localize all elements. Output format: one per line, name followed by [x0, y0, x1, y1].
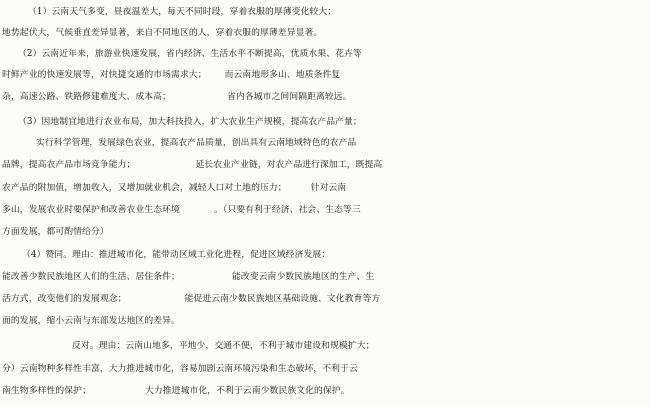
text-line-2: [0, 24, 650, 42]
text-line-12: [0, 246, 650, 264]
text-line-16: [0, 337, 650, 355]
text-line-8: [0, 156, 650, 174]
text-segment: 针对云南: [310, 183, 347, 193]
text-segment: 能改变云南少数民族地区的生产、生: [231, 272, 375, 282]
text-segment: 实行科学管理，发展绿色农业，提高农产品质量，创出具有云南地域特色的农产品: [36, 138, 357, 148]
text-line-14: [0, 290, 650, 308]
text-line-13: [0, 268, 650, 286]
text-segment: 能改善少数民族地区人们的生活、居住条件；: [2, 272, 180, 282]
text-segment: 南生物多样性的保护；: [2, 386, 91, 396]
text-segment: 多山，发展农业时要保护和改善农业生态环境: [2, 205, 180, 215]
text-segment: 省内各城市之间间隔距离较远。: [227, 92, 352, 102]
text-segment: 反对。理由：云南山地多，平地少，交通不便，不利于城市建设和规模扩大；: [72, 341, 375, 351]
text-segment: 时鲜产业的快速发展等，对快捷交通的市场需求大；: [2, 70, 207, 80]
text-segment: 延长农业产业链，对农产品进行深加工，既提高: [195, 160, 383, 170]
text-line-9: [0, 179, 650, 197]
text-line-4: [0, 66, 650, 84]
text-line-10: [0, 201, 650, 219]
text-segment: 大力推进城市化，不利于云南少数民族文化的保护。: [144, 386, 350, 396]
text-line-18: [0, 382, 650, 400]
text-segment: 活方式，改变他们的发展观念；: [2, 294, 127, 304]
text-segment: （3）因地制宜地进行农业布局，加大科技投入，扩大农业生产规模，提高农产品产量；: [18, 117, 362, 127]
text-segment: 面的发展，缩小云南与东部发达地区的差异。: [2, 316, 180, 326]
text-line-11: [0, 223, 650, 241]
text-line-7: [0, 134, 650, 152]
text-segment: 能促进云南少数民族地区基础设施、文化教育等方: [184, 294, 381, 304]
text-line-1: [0, 3, 650, 21]
text-line-3: [0, 45, 650, 63]
text-segment: 品牌，提高农产品市场竞争能力；: [2, 160, 136, 170]
text-segment: 杂，高速公路、铁路修建难度大、成本高；: [2, 92, 172, 102]
text-line-5: [0, 88, 650, 106]
text-segment: 方面发展，都可酌情给分）: [2, 227, 109, 237]
text-line-17: [0, 360, 650, 378]
text-segment: 地势起伏大，气候垂直差异显著，来自不同地区的人，穿着衣服的厚薄差异显著。: [2, 28, 323, 38]
text-segment: （1）云南天气多变，昼夜温差大，每天不同时段，穿着衣服的厚薄变化较大；: [28, 7, 337, 17]
text-line-6: [0, 113, 650, 131]
text-segment: 。（只要有利于经济、社会、生态等三: [213, 205, 361, 215]
text-segment: （4）赞同。理由：推进城市化，能带动区域工业化进程，促进区域经济发展；: [22, 250, 331, 260]
text-segment: 而云南地形多山、地质条件复: [224, 70, 341, 80]
text-segment: 农产品的附加值，增加收入，又增加就业机会，减轻人口对土地的压力；: [2, 183, 287, 193]
text-segment: （2）云南近年来，旅游业快速发展，省内经济、生活水平不断提高，优质水果、花卉等: [18, 49, 362, 59]
text-line-15: [0, 312, 650, 330]
text-segment: 分）云南物种多样性丰富，大力推进城市化，容易加剧云南环境污染和生态破坏，不利于云: [2, 364, 358, 374]
